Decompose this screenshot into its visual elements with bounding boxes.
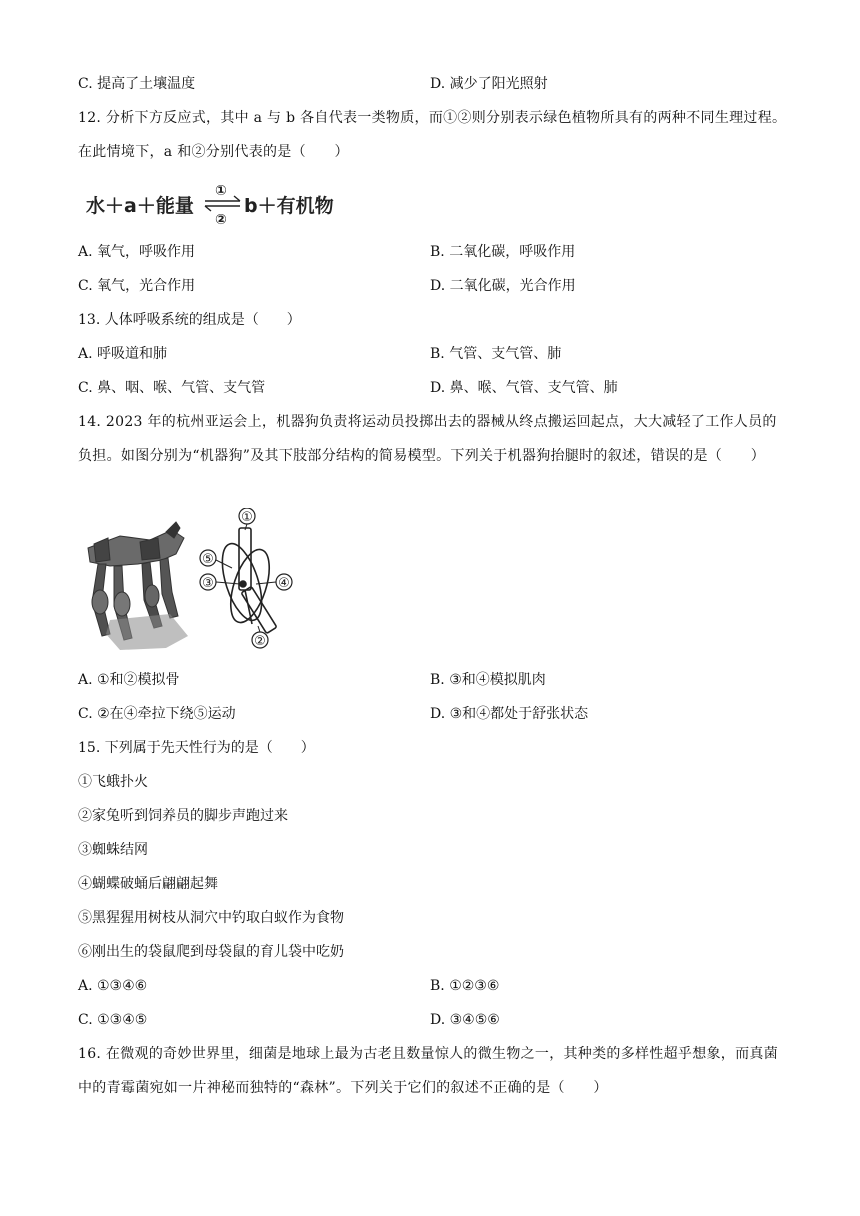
q13-option-c: C. 鼻、咽、喉、气管、支气管 [78,380,266,396]
q13-option-b: B. 气管、支气管、肺 [430,346,562,362]
equation-left: 水＋a＋能量 [86,195,194,217]
label-1: ① [241,510,253,525]
q13-stem: 13. 人体呼吸系统的组成是（ ） [78,312,301,328]
q14-option-b: B. ③和④模拟肌肉 [430,672,546,688]
q13-option-d: D. 鼻、喉、气管、支气管、肺 [430,380,618,396]
q15-option-a: A. ①③④⑥ [78,978,148,994]
q12-option-d: D. 二氧化碳，光合作用 [430,278,576,294]
q15-option-b: B. ①②③⑥ [430,978,500,994]
leg-model [214,528,277,634]
ground-texture [106,614,188,650]
q15-item: ⑤黑猩猩用树枝从洞穴中钓取白蚁作为食物 [78,910,344,926]
q15-option-c: C. ①③④⑤ [78,1012,148,1028]
robot-dog-figure [80,508,302,660]
q15-item: ⑥刚出生的袋鼠爬到母袋鼠的育儿袋中吃奶 [78,944,344,960]
q15-item: ②家兔听到饲养员的脚步声跑过来 [78,808,288,824]
q15-option-d: D. ③④⑤⑥ [430,1012,500,1028]
joint [240,581,246,587]
q12-option-c: C. 氧气，光合作用 [78,278,196,294]
q15-stem: 15. 下列属于先天性行为的是（ ） [78,740,315,756]
q14-option-a: A. ①和②模拟骨 [78,672,180,688]
q12-option-b: B. 二氧化碳，呼吸作用 [430,244,576,260]
q15-item: ③蜘蛛结网 [78,842,148,858]
q14-stem: 14. 2023 年的杭州亚运会上，机器狗负责将运动员投掷出去的器械从终点搬运回起点，大大减轻了工作人员的负担。如图分别为“机器狗”及其下肢部分结构的简易模型。下列关于机器狗抬腿时的叙述，错误的是（ ） [78,414,777,464]
q15-item: ①飞蛾扑火 [78,774,148,790]
label-3: ③ [202,576,214,591]
figure-labels [200,508,292,649]
q11-option-d: D. 减少了阳光照射 [430,76,548,92]
q15-item: ④蝴蝶破蛹后翩翩起舞 [78,876,218,892]
q12-stem: 12. 分析下方反应式，其中 a 与 b 各自代表一类物质，而①②则分别表示绿色植物所具有的两种不同生理过程。在此情境下，a 和②分别代表的是（ ） [78,110,787,160]
equation-process-2-label: ② [215,212,227,226]
label-2: ② [254,634,266,649]
q14-option-d: D. ③和④都处于舒张状态 [430,706,589,722]
equation-right: b＋有机物 [244,195,334,217]
q13-option-a: A. 呼吸道和肺 [78,346,168,362]
label-4: ④ [278,576,290,591]
q11-option-c: C. 提高了土壤温度 [78,76,196,92]
q12-option-a: A. 氧气，呼吸作用 [78,244,196,260]
q14-option-c: C. ②在④牵拉下绕⑤运动 [78,706,236,722]
equation-process-1-label: ① [215,183,227,199]
q16-stem: 16. 在微观的奇妙世界里，细菌是地球上最为古老且数量惊人的微生物之一，其种类的多样性超乎想象，而真菌中的青霉菌宛如一片神秘而独特的“森林”。下列关于它们的叙述不正确的是（ ） [78,1046,779,1096]
reaction-equation-figure [84,178,344,226]
label-5: ⑤ [202,552,214,567]
